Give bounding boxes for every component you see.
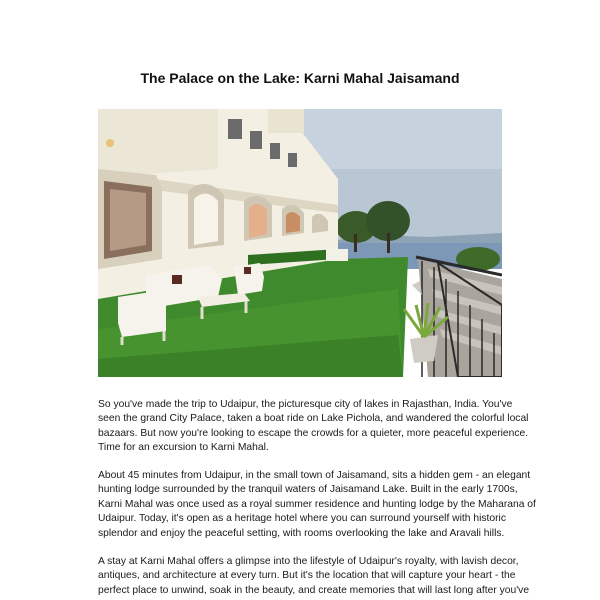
paragraph-stay: [98, 555, 530, 598]
paragraph-line: hunting lodge surrounded by the tranquil waters of Jaisamand Lake. Built in the early 1700s,: [98, 484, 518, 496]
document-title: The Palace on the Lake: Karni Mahal Jaisamand: [140, 70, 460, 86]
paragraph-line: So you've made the trip to Udaipur, the picturesque city of lakes in Rajasthan, India. You've: [98, 399, 513, 410]
paragraph-line: bazaars. But now you're looking to escape the crowds for a quieter, more peaceful experience.: [98, 427, 529, 439]
paragraph-line: About 45 minutes from Udaipur, in the small town of Jaisamand, sits a hidden gem - an elegant: [98, 470, 531, 481]
paragraph-line: splendor and enjoy the peaceful setting, with rooms overlooking the lake and Aravali hills.: [98, 527, 505, 539]
paragraph-line: Karni Mahal was once used as a royal summer residence and hunting lodge by the Maharana of: [98, 498, 536, 510]
paragraph-history: [98, 469, 536, 541]
paragraph-line: antiques, and architecture at every turn. But it's the location that will capture your heart - the: [98, 570, 516, 582]
paragraph-line: Udaipur. Today, it's open as a heritage hotel where you can surround yourself with historic: [98, 513, 506, 525]
paragraph-intro: [98, 398, 529, 456]
paragraph-line: Time for an excursion to Karni Mahal.: [98, 442, 269, 454]
palace-lawn-photo: [98, 109, 502, 377]
paragraph-line: perfect place to unwind, soak in the beauty, and create memories that will last long after you've: [98, 584, 530, 596]
paragraph-line: A stay at Karni Mahal offers a glimpse into the lifestyle of Udaipur's royalty, with lavish decor,: [98, 556, 519, 567]
paragraph-line: seen the grand City Palace, taken a boat ride on Lake Pichola, and wandered the colorful local: [98, 413, 529, 425]
